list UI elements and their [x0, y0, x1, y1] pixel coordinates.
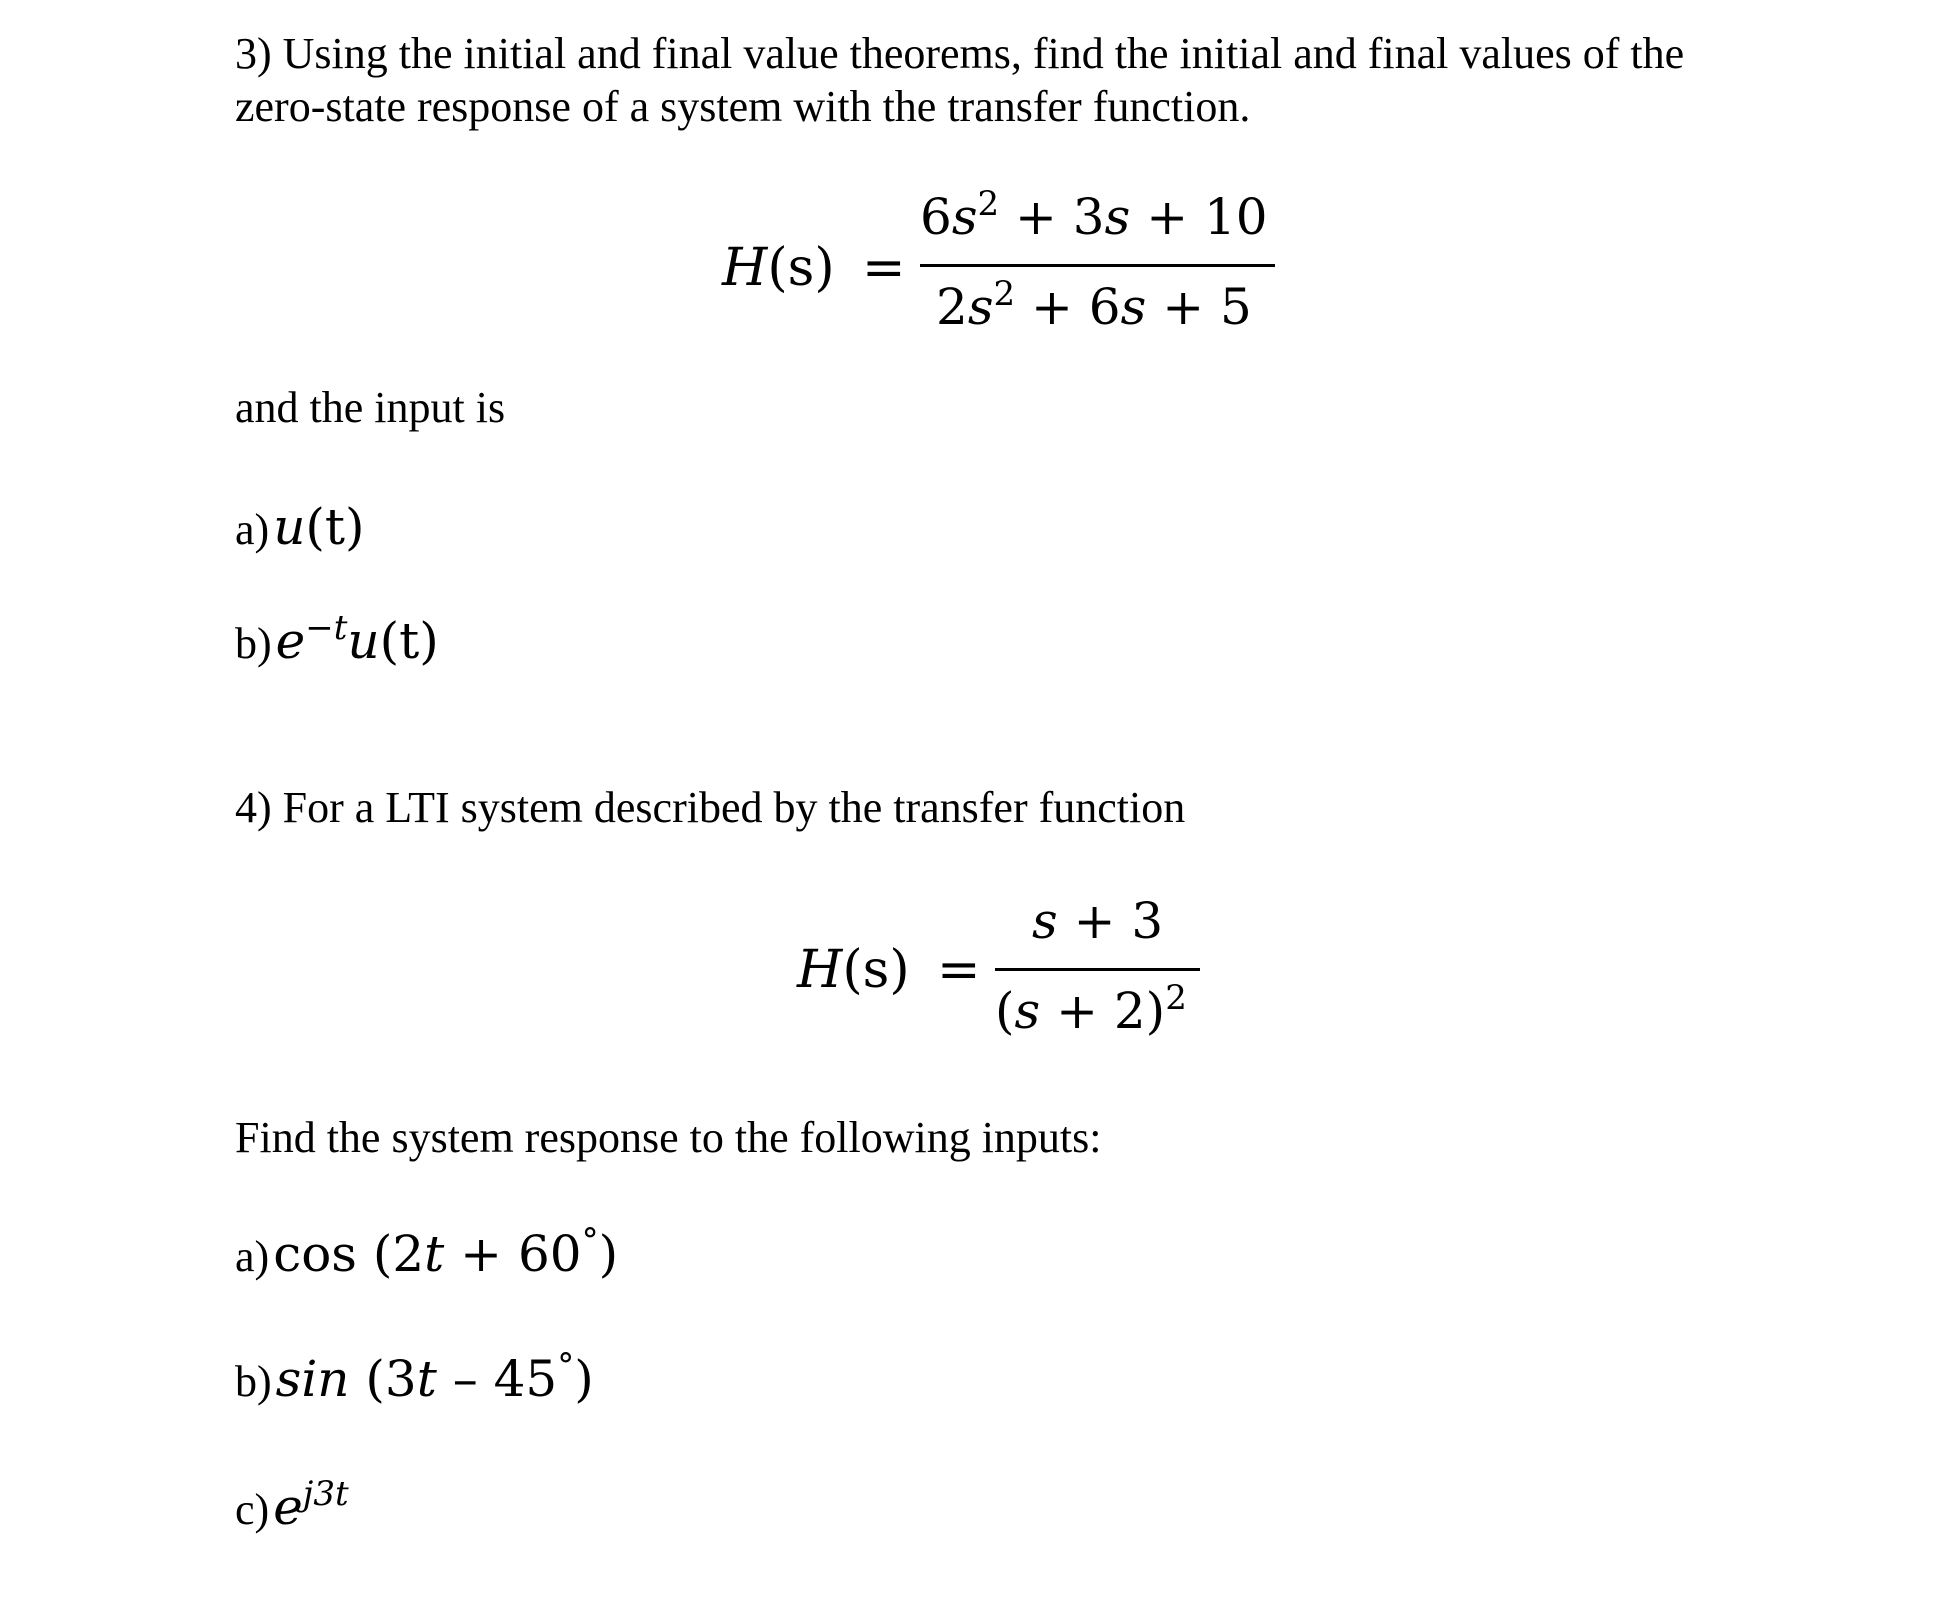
q3-fraction-bar	[920, 264, 1275, 267]
q4-numerator: s + 3	[1032, 892, 1164, 950]
q4-input-a: a) cos (2t + 60°)	[235, 1221, 619, 1283]
q4-fraction-bar	[995, 968, 1200, 971]
q3-input-a: a) u(t)	[235, 498, 365, 556]
q4-equals-sign: =	[937, 940, 981, 1000]
q4-input-b: b) sin (3t – 45°)	[235, 1346, 594, 1408]
q3-text-line1: 3) Using the initial and final value theorems, find the initial and final values of the	[235, 29, 1685, 78]
q3-denominator: $2s^2 + 6s + 5$	[936, 274, 1252, 336]
q3-input-intro: and the input is	[235, 383, 506, 432]
q4-text-line1: 4) For a LTI system described by the transfer function	[235, 783, 1186, 832]
q3-equals-sign: =	[862, 238, 906, 298]
q4-find-text: Find the system response to the following inputs:	[235, 1113, 1102, 1162]
q3-text-line2: zero-state response of a system with the transfer function.	[235, 82, 1251, 131]
q3-equation-lhs: H(s)	[722, 238, 835, 298]
q4-denominator: $(s + 2)^2$	[995, 978, 1187, 1040]
q3-input-b: b) $e^{-t}u(t)$	[235, 608, 439, 670]
q4-input-c: c) $e^{j3t}$	[235, 1474, 349, 1536]
q4-equation-lhs: H(s)	[797, 940, 910, 1000]
q3-numerator: $6s^2 + 3s + 10$	[920, 184, 1268, 246]
